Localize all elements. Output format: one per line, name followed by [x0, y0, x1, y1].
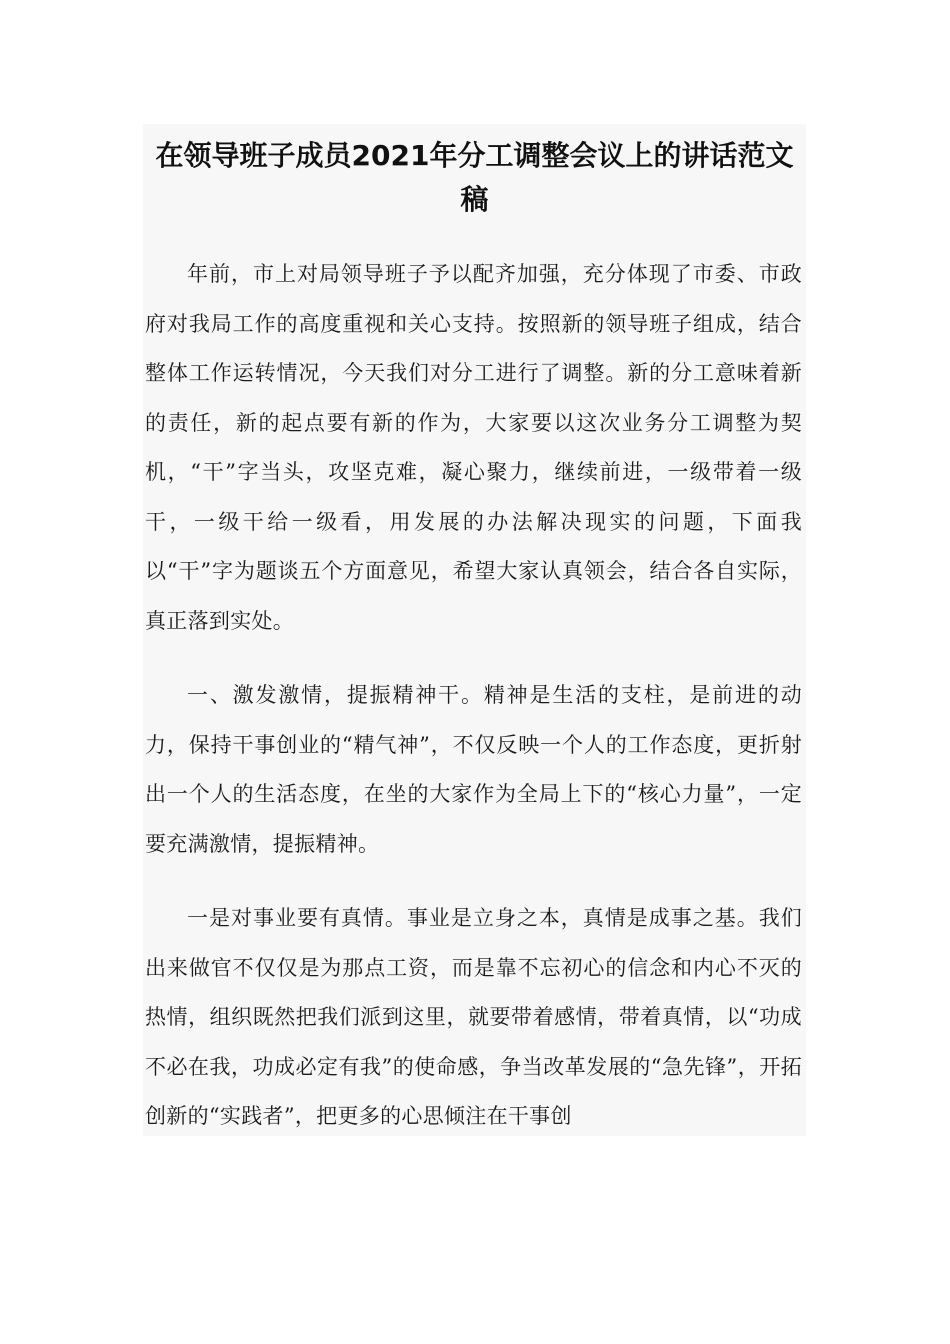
document-title: 在领导班子成员2021年分工调整会议上的讲话范文稿: [155, 139, 794, 216]
paragraph-point-one: 一是对事业要有真情。事业是立身之本，真情是成事之基。我们出来做官不仅仅是为那点工资，而是靠不忘初心的信念和内心不灭的热情，组织既然把我们派到这里，就要带着感情，带着真情，以“功成不必在我，功成必定有我”的使命感，争当改革发展的“急先锋”，开拓创新的“实践者”，把更多的心思倾注在干事创: [145, 906, 802, 1128]
document-page: [143, 124, 806, 1136]
paragraph-section-one: 一、激发激情，提振精神干。精神是生活的支柱，是前进的动力，保持干事创业的“精气神”，不仅反映一个人的工作态度，更折射出一个人的生活态度，在坐的大家作为全局上下的“核心力量”，一定要充满激情，提振精神。: [145, 683, 802, 856]
paragraph-intro: 年前，市上对局领导班子予以配齐加强，充分体现了市委、市政府对我局工作的高度重视和关心支持。按照新的领导班子组成，结合整体工作运转情况，今天我们对分工进行了调整。新的分工意味着新的责任，新的起点要有新的作为，大家要以这次业务分工调整为契机，“干”字当头，攻坚克难，凝心聚力，继续前进，一级带着一级干，一级干给一级看，用发展的办法解决现实的问题，下面我以“干”字为题谈五个方面意见，希望大家认真领会，结合各自实际，真正落到实处。: [145, 262, 802, 633]
